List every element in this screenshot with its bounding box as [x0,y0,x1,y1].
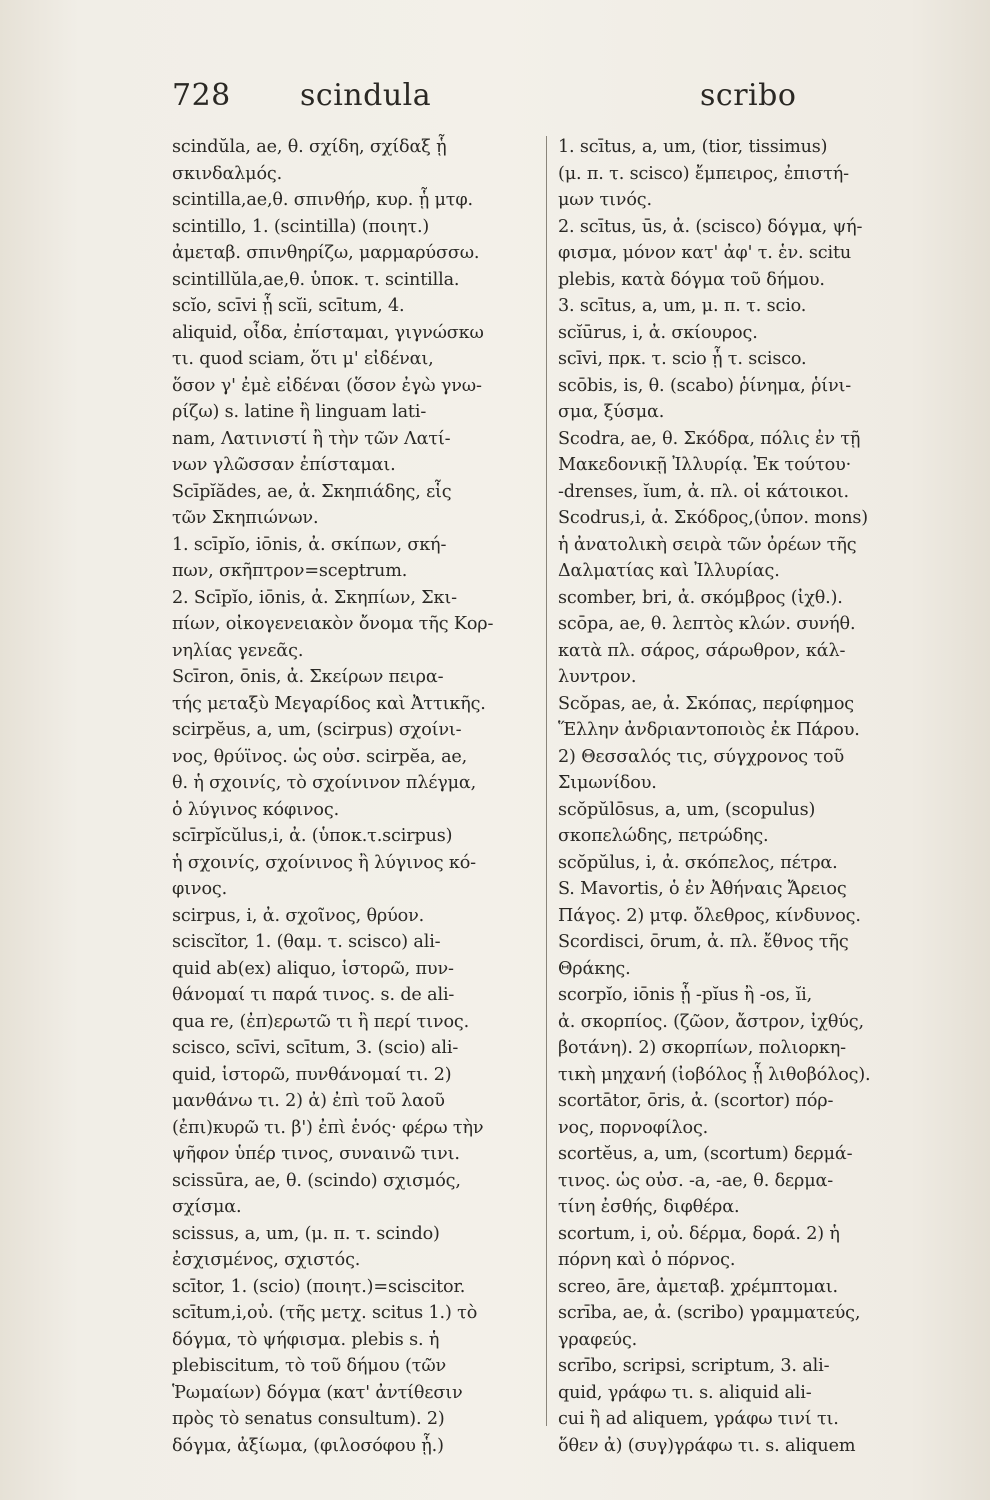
text-line: Μακεδονικῇ Ἰλλυρίᾳ. Ἐκ τούτου· [558,455,852,475]
text-line: θάνομαί τι παρά τινος. s. de ali- [172,985,455,1005]
text-line: δόγμα, τὸ ψήφισμα. plebis s. ἡ [172,1329,440,1350]
text-line: σκινδαλμός. [172,163,283,184]
text-line: 1. scīpĭo, iōnis, ἀ. σκίπων, σκή- [172,534,447,555]
text-line: scissūra, ae, θ. (scindo) σχισμός, [172,1170,461,1191]
text-line: Scīron, ōnis, ἀ. Σκείρων πειρα- [172,667,444,687]
text-line: Scodrus,i, ἀ. Σκόδρος,(ὑπον. mons) [558,508,868,528]
text-line: δόγμα, ἀξίωμα, (φιλοσόφου ᾗ.) [172,1435,444,1456]
text-line: βοτάνη). 2) σκορπίων, πολιορκη- [558,1038,846,1058]
text-line: 2. scītus, ūs, ἀ. (scisco) δόγμα, ψή- [558,216,863,237]
text-line: πρὸς τὸ senatus consultum). 2) [172,1409,445,1429]
text-line: ἀ. σκορπίος. (ζῶον, ἄστρον, ἰχθύς, [558,1011,864,1032]
text-line: Πάγος. 2) μτφ. ὄλεθρος, κίνδυνος. [558,905,861,926]
text-line: Σιμωνίδου. [558,773,657,793]
text-line: τικὴ μηχανή (ἰοβόλος ᾗ λιθοβόλος). [558,1064,871,1085]
text-line: (μ. π. τ. scisco) ἔμπειρος, ἐπιστή- [558,163,849,184]
text-line: μανθάνω τι. 2) ἀ) ἐπὶ τοῦ λαοῦ [172,1091,445,1111]
text-line: πίων, οἰκογενειακὸν ὄνομα τῆς Κορ- [172,614,494,634]
text-line: screo, āre, ἀμεταβ. χρέμπτομαι. [558,1276,838,1297]
text-line: scirpus, i, ἀ. σχοῖνος, θρύον. [172,905,425,926]
text-line: aliquid, οἶδα, ἐπίσταμαι, γιγνώσκω [172,322,484,343]
left-guide-word: scindula [300,78,432,113]
text-line: τής μεταξὺ Μεγαρίδος καὶ Ἀττικῆς. [172,693,486,714]
right-column [558,134,928,1459]
text-line: scŏpŭlus, i, ἀ. σκόπελος, πέτρα. [558,852,838,873]
text-line: qua re, (ἐπ)ερωτῶ τι ἢ περί τινος. [172,1011,470,1032]
text-line: scīvi, πρκ. τ. scio ᾗ τ. scisco. [558,349,807,369]
text-line: scĭo, scīvi ᾗ scĭi, scītum, 4. [172,296,405,316]
text-line: θ. ἡ σχοινίς, τὸ σχοίνινον πλέγμα, [172,773,477,793]
text-line: 2. Scīpĭo, iōnis, ἀ. Σκηπίων, Σκι- [172,587,457,608]
text-line: -drenses, ĭum, ἀ. πλ. οἱ κάτοικοι. [558,481,849,502]
text-line: τι. quod sciam, ὅτι μ' εἰδέναι, [172,349,434,369]
text-line: scirpĕus, a, um, (scirpus) σχοίνι- [172,720,462,740]
text-line: ἡ σχοινίς, σχοίνινος ἢ λύγινος κό- [172,852,476,873]
text-line: sciscĭtor, 1. (θαμ. τ. scisco) ali- [172,932,441,952]
text-line: πόρνη καὶ ὁ πόρνος. [558,1250,736,1270]
text-line: ὅθεν ἀ) (συγ)γράφω τι. s. aliquem [558,1435,856,1456]
text-line: scortĕus, a, um, (scortum) δερμά- [558,1144,853,1164]
text-line: σμα, ξύσμα. [558,402,665,422]
text-line: scintilla,ae,θ. σπινθήρ, κυρ. ᾗ μτφ. [172,190,474,210]
text-line: φινος. [172,879,228,899]
text-line: scītum,i,οὐ. (τῆς μετχ. scitus 1.) τὸ [172,1303,478,1323]
text-line: νηλίας γενεᾶς. [172,640,304,661]
text-line: λυντρον. [558,667,637,687]
text-line: plebiscitum, τὸ τοῦ δήμου (τῶν [172,1356,447,1376]
text-line: 2) Θεσσαλός τις, σύγχρονος τοῦ [558,746,845,767]
text-line: νος, πορνοφίλος. [558,1117,709,1138]
text-line: scissus, a, um, (μ. π. τ. scindo) [172,1223,440,1244]
text-line: τῶν Σκηπιώνων. [172,508,319,528]
text-line: πων, σκῆπτρον=sceptrum. [172,561,408,581]
text-line: scīrpĭcŭlus,i, ἀ. (ὑποκ.τ.scirpus) [172,826,453,846]
text-line: Scordisci, ōrum, ἀ. πλ. ἔθνος τῆς [558,932,849,952]
text-line: scintillŭla,ae,θ. ὑποκ. τ. scintilla. [172,269,460,290]
text-line: σκοπελώδης, πετρώδης. [558,826,769,846]
text-line: γραφεύς. [558,1329,638,1350]
text-line: φισμα, μόνον κατ' ἀφ' τ. ἑν. scitu [558,243,852,263]
text-line: Θράκης. [558,958,631,979]
text-line: Ῥωμαίων) δόγμα (κατ' ἀντίθεσιν [172,1382,463,1403]
text-line: 3. scītus, a, um, μ. π. τ. scio. [558,296,807,316]
text-line: scĭūrus, i, ἀ. σκίουρος. [558,322,758,343]
text-line: ὅσον γ' ἐμὲ εἰδέναι (ὅσον ἐγὼ γνω- [172,375,482,396]
text-line: cui ἢ ad aliquem, γράφω τινί τι. [558,1409,839,1429]
text-line: Ἕλλην ἀνδριαντοποιὸς ἐκ Πάρου. [558,720,860,740]
text-line: scōbis, is, θ. (scabo) ῥίνημα, ῥίνι- [558,375,852,396]
page-number: 728 [172,78,231,113]
text-line: scintillo, 1. (scintilla) (ποιητ.) [172,216,430,237]
text-line: σχίσμα. [172,1197,242,1217]
text-line: scōpa, ae, θ. λεπτὸς κλών. συνήθ. [558,614,856,634]
right-guide-word: scribo [700,78,797,113]
text-line: ὁ λύγινος κόφινος. [172,799,340,820]
text-line: scomber, bri, ἀ. σκόμβρος (ἰχθ.). [558,587,843,608]
text-line: τινος. ὡς οὐσ. -a, -ae, θ. δερμα- [558,1170,834,1191]
text-line: μων τινός. [558,190,652,210]
text-line: Scodra, ae, θ. Σκόδρα, πόλις ἐν τῇ [558,428,861,449]
text-line: quid ab(ex) aliquo, ἱστορῶ, πυν- [172,958,454,979]
text-line: quid, γράφω τι. s. aliquid ali- [558,1382,812,1403]
text-line: scrība, ae, ἀ. (scribo) γραμματεύς, [558,1303,861,1323]
text-line: ρίζω) s. latine ἢ linguam lati- [172,402,427,422]
text-line: ψῆφον ὑπέρ τινος, συναινῶ τινι. [172,1144,460,1164]
text-line: scortum, i, οὐ. δέρμα, δορά. 2) ἡ [558,1223,840,1244]
text-line: νων γλῶσσαν ἐπίσταμαι. [172,455,396,475]
left-column [172,134,542,1459]
text-line: 1. scītus, a, um, (tior, tissimus) [558,137,828,157]
text-line: Scīpĭădes, ae, ἀ. Σκηπιάδης, εἷς [172,481,452,502]
text-line: scorpĭo, iōnis ᾗ -pĭus ἢ -os, ĭi, [558,985,813,1005]
text-line: ἐσχισμένος, σχιστός. [172,1250,361,1270]
column-divider [546,136,547,1426]
text-line: Δαλματίας καὶ Ἰλλυρίας. [558,561,780,581]
text-line: scortātor, ōris, ἀ. (scortor) πόρ- [558,1091,834,1111]
text-line: scrībo, scripsi, scriptum, 3. ali- [558,1356,830,1376]
text-line: κατὰ πλ. σάρος, σάρωθρον, κάλ- [558,640,846,661]
text-line: scisco, scīvi, scītum, 3. (scio) ali- [172,1038,459,1058]
text-line: ἡ ἀνατολικὴ σειρὰ τῶν ὀρέων τῆς [558,534,857,555]
text-line: scŏpŭlōsus, a, um, (scopulus) [558,799,816,820]
text-line: ἀμεταβ. σπινθηρίζω, μαρμαρύσσω. [172,243,480,263]
text-line: S. Mavortis, ὁ ἐν Ἀθήναις Ἄρειος [558,879,847,899]
text-line: nam, Λατινιστί ἢ τὴν τῶν Λατί- [172,428,451,449]
text-line: Scŏpas, ae, ἀ. Σκόπας, περίφημος [558,693,854,714]
text-line: νος, θρύϊνος. ὡς οὐσ. scirpĕa, ae, [172,746,468,767]
text-line: (ἐπι)κυρῶ τι. β') ἐπὶ ἑνός· φέρω τὴν [172,1117,484,1138]
text-line: plebis, κατὰ δόγμα τοῦ δήμου. [558,269,825,290]
text-line: scītor, 1. (scio) (ποιητ.)=sciscitor. [172,1276,466,1297]
text-line: quid, ἱστορῶ, πυνθάνομαί τι. 2) [172,1064,452,1085]
text-line: scindŭla, ae, θ. σχίδη, σχίδαξ ᾗ [172,137,447,157]
text-line: τίνη ἐσθής, διφθέρα. [558,1197,740,1217]
